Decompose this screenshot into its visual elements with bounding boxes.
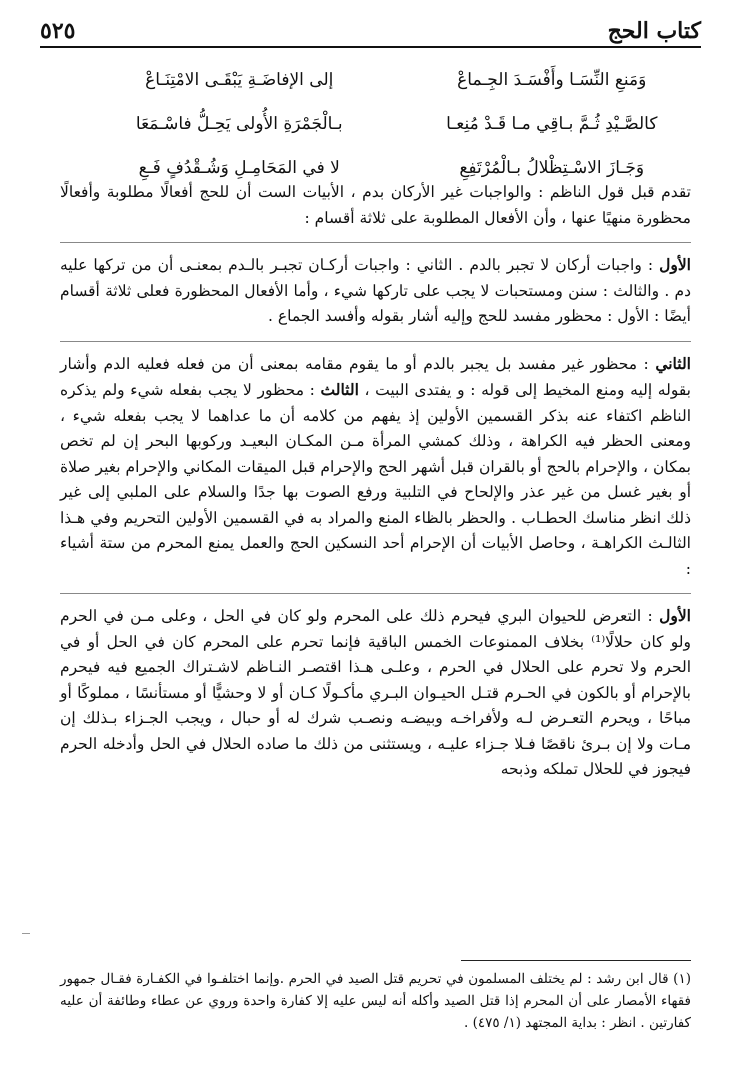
bold-lead: الثاني [655,353,691,373]
verse-second-hemistich: بـالْجَمْرَةِ الأُولى يَحِـلُّ فاسْـمَعَا [135,114,343,134]
footnote-rule [461,960,691,961]
bold-lead: الثالث [320,380,359,399]
verse-first-hemistich: وَمَنعِ النِّسَـا وأَفْسَـدَ الجِـماعْ [457,70,647,90]
verse-first-hemistich: وَجَـازَ الاسْـتِظْلالُ بـالْمُرْتَفِعِ [459,158,645,178]
paragraph-hunting [60,603,691,783]
margin-mark [22,933,30,934]
verse-second-hemistich: لا في المَحَامِـلِ وَشُـقْدُفٍ فَـعِ [138,158,340,178]
page-header [40,16,701,48]
verse-first-hemistich: كالصَّـيْدِ ثُـمَّ بـاقِي مـا قَـدْ مُنِعـا [446,114,658,134]
paragraph-prohibited-acts [60,351,691,583]
bold-lead: الأول [659,255,691,274]
section-divider [60,330,691,342]
paragraph-text: : محظور غير مفسد بل يجبر بالدم أو ما يقوم مقامه بمعنى أن من فعله فعليه الدم وأشار بقوله إليه ومنع المخيط إلى قوله : و يفتدى البيت ، [60,354,691,399]
footnote: (١) قال ابن رشد : لم يختلف المسلمون في تحريم قتل الصيد في الحرم .وإنما اختلفـوا في الكفـارة فقـال جمهور فقهاء الأمصار على أن المحرم إذا قتل الصيد وأكله أنه ليس عليه إلا كفارة واحدة وروي عن عطاء وطائفة أن عليه كفارتين . انظر : بداية المجتهد (١/ ٤٧٥) . [60,971,691,1031]
paragraph-required-acts [60,252,691,330]
paragraph-text: : التعرض للحيوان البري فيحرم ذلك على المحرم ولو كان في الحل ، وعلى مـن في الحرم ولو كان حلالًا⁽¹⁾ بخلاف الممنوعات الخمس الباقية فإنما تحرم على المحرم كان في الحل أو في الحرم ولا تحرم على الحلال في الحرم ، وعلـى هـذا اقتصـر النـاظم لاشـتراك الجميع فيه فيحرم بالإحرام أو بالكون في الحـرم قتـل الحيـوان البـري مأكـولًا كـان أو لا وحشيًّا أو مستأنسًا ، مملوكًا أو مباحًا ، ويحرم التعـرض لـه ولأفراخـه وبيضـه ونصـب شرك له أو حبال ، ويجب الجـزاء بـذلك إن مـات ولا إن بـرئ ناقصًا فـلا جـزاء عليـه ، ويستثنى من ذلك ما صاده الحلال في الحل وأدخله الحرم فيجوز في للحلال تملكه وذبحه [60,607,692,778]
bold-lead: الأول [659,606,691,625]
paragraph-intro: تقدم قبل قول الناظم : والواجبات غير الأركان بدم ، الأبيات الست أن للحج أفعالًا مطلوبة وأفعالًا محظورة منهيًا عنها ، وأن الأفعال المطلوبة على ثلاثة أقسام : [60,183,691,227]
verse-line [95,102,696,146]
page-number: ٥٢٥ [40,18,76,44]
verse-line [95,58,696,102]
section-divider [60,231,691,243]
commentary-body [60,180,691,783]
section-divider [60,582,691,594]
verse-second-hemistich: إلى الإفاضَـةِ يَبْقَـى الامْتِنَـاعْ [145,70,334,90]
running-title: كتاب الحج [607,18,701,44]
poem-verses [95,58,696,190]
paragraph-text: : محظور لا يجب بفعله شيء ولم يذكره الناظم اكتفاء عنه بذكر القسمين الأولين إذ يفهم من كلامه أن ما عداهما لا يجب بفعله شيء ، ومعنى الحظر فيه الكراهة ، وذلك كمشي المرأة مـن المكـان البعيـد وركوبها البحر إن لم تخص بمكان ، والإحرام بالحج أو بالقران قبل أشهر الحج والإحرام قبل الميقات المكاني والإحرام بغير صلاة أو بغير غسل من غير عذر والإلحاح في التلبية ورفع الصوت بها جدًا والسلام على الملبي إلى غير ذلك انظر مناسك الحطـاب . والحظر بالظاء المنع والمراد به في القسمين الأولين التحريم وفي هـذا الثالـث الكراهـة ، وحاصل الأبيات أن الإحرام أحد النسكين الحج والعمل يمنع المحرم من ستة أشياء : [60,381,691,578]
paragraph-text: : واجبات أركان لا تجبر بالدم . الثاني : واجبات أركـان تجبـر بالـدم بمعنـى أن من تركها عليه دم . والثالث : سنن ومستحبات لا يجب على تاركها شيء ، وأما الأفعال المحظورة فعلى ثلاثة أقسام أيضًا : الأول : محظور مفسد للحج وإليه أشار بقوله وأفسد الجماع . [60,256,691,325]
